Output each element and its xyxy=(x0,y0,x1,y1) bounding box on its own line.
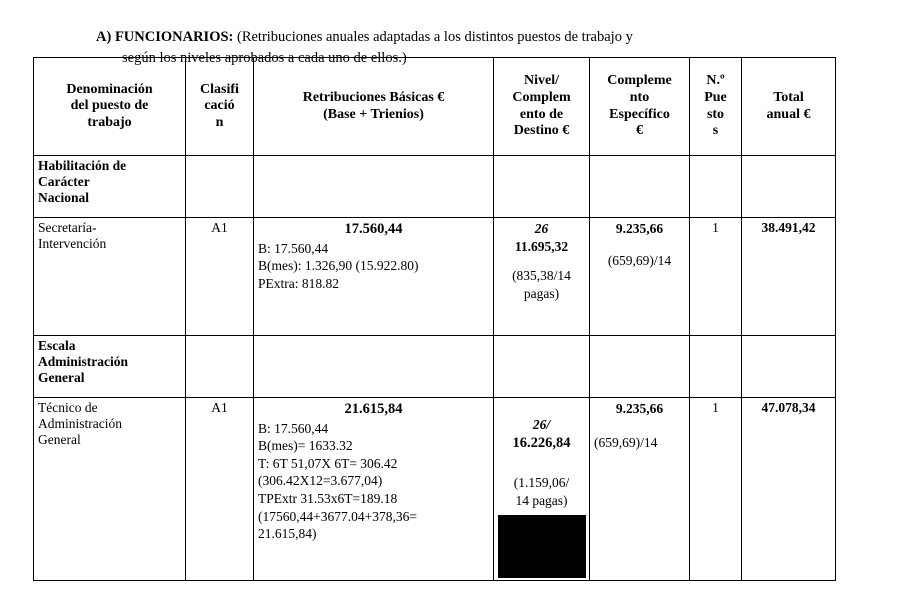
column-header-numero-puestos xyxy=(690,58,742,156)
header-line: Específico xyxy=(609,106,670,122)
puesto-line: General xyxy=(38,432,81,448)
header-line: N.º xyxy=(706,73,725,89)
header-line: Pue xyxy=(704,89,727,105)
cell-puesto xyxy=(34,398,186,581)
header-line: € xyxy=(636,123,643,139)
section-empty-cell xyxy=(742,336,836,398)
header-line: Compleme xyxy=(607,73,672,89)
cell-total-anual xyxy=(742,398,836,581)
intro-text-line2: según los niveles aprobados a cada uno de ellos.) xyxy=(122,49,407,66)
table-row xyxy=(34,218,836,336)
intro-label: FUNCIONARIOS: xyxy=(114,28,234,45)
header-line: sto xyxy=(706,106,725,122)
basicas-detail-line: B(mes)= 1633.32 xyxy=(258,438,353,454)
nivel-importe: 11.695,32 xyxy=(514,238,569,254)
header-line: Denominación xyxy=(66,81,153,97)
header-line: del puesto de xyxy=(70,98,149,114)
basicas-block xyxy=(258,400,489,543)
intro-text-line1: (Retribuciones anuales adaptadas a los distintos puestos de trabajo y xyxy=(236,28,633,45)
section-title-line: Nacional xyxy=(38,190,90,206)
basicas-detail-line: (306.42X12=3.677,04) xyxy=(258,473,383,489)
table-header-row xyxy=(34,58,836,156)
especifico-importe: 9.235,66 xyxy=(615,401,664,416)
basicas-total: 21.615,84 xyxy=(344,401,403,417)
section-title-habilitacion xyxy=(34,156,186,218)
section-row-escala-general xyxy=(34,336,836,398)
column-header-denominacion xyxy=(34,58,186,156)
column-header-retribuciones-basicas xyxy=(254,58,494,156)
header-line: cació xyxy=(204,98,235,114)
section-title-escala-general xyxy=(34,336,186,398)
cell-clasificacion xyxy=(186,218,254,336)
header-line: nto xyxy=(629,89,650,105)
header-line: (Base + Trienios) xyxy=(323,106,424,122)
basicas-detail-line: TPExtr 31.53x6T=189.18 xyxy=(258,491,398,507)
header-line: trabajo xyxy=(87,114,132,130)
especifico-importe: 9.235,66 xyxy=(615,221,664,236)
nivel-value: 26 xyxy=(534,221,549,236)
column-header-nivel-destino xyxy=(494,58,590,156)
clasificacion-value: A1 xyxy=(211,220,228,235)
cell-numero-puestos xyxy=(690,218,742,336)
section-empty-cell xyxy=(590,156,690,218)
header-line: ento de xyxy=(519,106,564,122)
section-empty-cell xyxy=(186,156,254,218)
nivel-block xyxy=(498,220,585,302)
puestos-value: 1 xyxy=(712,400,719,415)
intro-letter: A) xyxy=(96,28,112,45)
cell-clasificacion xyxy=(186,398,254,581)
section-title-line: Escala xyxy=(38,338,76,353)
basicas-total: 17.560,44 xyxy=(344,221,403,237)
basicas-detail-line: B: 17.560,44 xyxy=(258,420,329,436)
header-line: n xyxy=(215,114,224,130)
header-line: Clasifi xyxy=(200,81,239,97)
cell-nivel-destino xyxy=(494,218,590,336)
puesto-line: Técnico de xyxy=(38,400,98,415)
section-empty-cell xyxy=(186,336,254,398)
nivel-nota-line: 14 pagas) xyxy=(515,492,568,508)
section-empty-cell xyxy=(254,336,494,398)
cell-retribuciones-basicas xyxy=(254,218,494,336)
cell-retribuciones-basicas xyxy=(254,398,494,581)
nivel-nota-line: pagas) xyxy=(523,285,560,301)
cell-complemento-especifico xyxy=(590,398,690,581)
column-header-clasificacion xyxy=(186,58,254,156)
puesto-line: Secretaría- xyxy=(38,220,97,235)
cell-complemento-especifico xyxy=(590,218,690,336)
nivel-block xyxy=(498,416,585,578)
header-line: Complem xyxy=(512,89,571,105)
nivel-nota-line: (1.159,06/ xyxy=(513,475,570,491)
header-line: Destino € xyxy=(513,123,570,139)
column-header-total-anual xyxy=(742,58,836,156)
section-empty-cell xyxy=(494,156,590,218)
puestos-value: 1 xyxy=(712,220,719,235)
section-empty-cell xyxy=(254,156,494,218)
especifico-block xyxy=(594,220,685,269)
section-empty-cell xyxy=(494,336,590,398)
table-row xyxy=(34,398,836,581)
section-title-line: Administración xyxy=(38,354,129,370)
cell-puesto xyxy=(34,218,186,336)
header-line: Retribuciones Básicas € xyxy=(302,89,445,105)
funcionarios-table xyxy=(33,57,836,581)
section-row-habilitacion xyxy=(34,156,836,218)
cell-nivel-destino xyxy=(494,398,590,581)
basicas-block xyxy=(258,220,489,292)
section-empty-cell xyxy=(742,156,836,218)
section-title-line: Carácter xyxy=(38,174,90,190)
nivel-nota-line: (835,38/14 xyxy=(512,268,571,284)
nivel-importe: 16.226,84 xyxy=(512,434,571,451)
header-line: Total xyxy=(773,89,804,105)
nivel-value: 26/ xyxy=(532,417,551,432)
section-title-line: General xyxy=(38,370,85,386)
section-empty-cell xyxy=(690,336,742,398)
section-empty-cell xyxy=(690,156,742,218)
column-header-complemento-especifico xyxy=(590,58,690,156)
redaction-block xyxy=(498,515,586,578)
header-line: s xyxy=(712,123,719,139)
basicas-detail-line: 21.615,84) xyxy=(258,526,317,542)
cell-numero-puestos xyxy=(690,398,742,581)
clasificacion-value: A1 xyxy=(211,400,228,415)
basicas-detail-line: B(mes): 1.326,90 (15.922.80) xyxy=(258,258,419,274)
section-title-line: Habilitación de xyxy=(38,158,127,173)
header-line: anual € xyxy=(766,106,811,122)
especifico-nota: (659,69)/14 xyxy=(607,252,672,268)
puesto-line: Intervención xyxy=(38,236,107,252)
basicas-detail-line: PExtra: 818.82 xyxy=(258,275,339,291)
header-line: Nivel/ xyxy=(524,73,559,89)
basicas-detail-line: T: 6T 51,07X 6T= 306.42 xyxy=(258,455,398,471)
especifico-nota: (659,69)/14 xyxy=(594,434,658,450)
cell-total-anual xyxy=(742,218,836,336)
basicas-detail-line: B: 17.560,44 xyxy=(258,240,329,256)
total-value: 38.491,42 xyxy=(761,220,816,235)
total-value: 47.078,34 xyxy=(761,400,816,415)
puesto-line: Administración xyxy=(38,416,122,432)
basicas-detail-line: (17560,44+3677.04+378,36= xyxy=(258,508,417,524)
